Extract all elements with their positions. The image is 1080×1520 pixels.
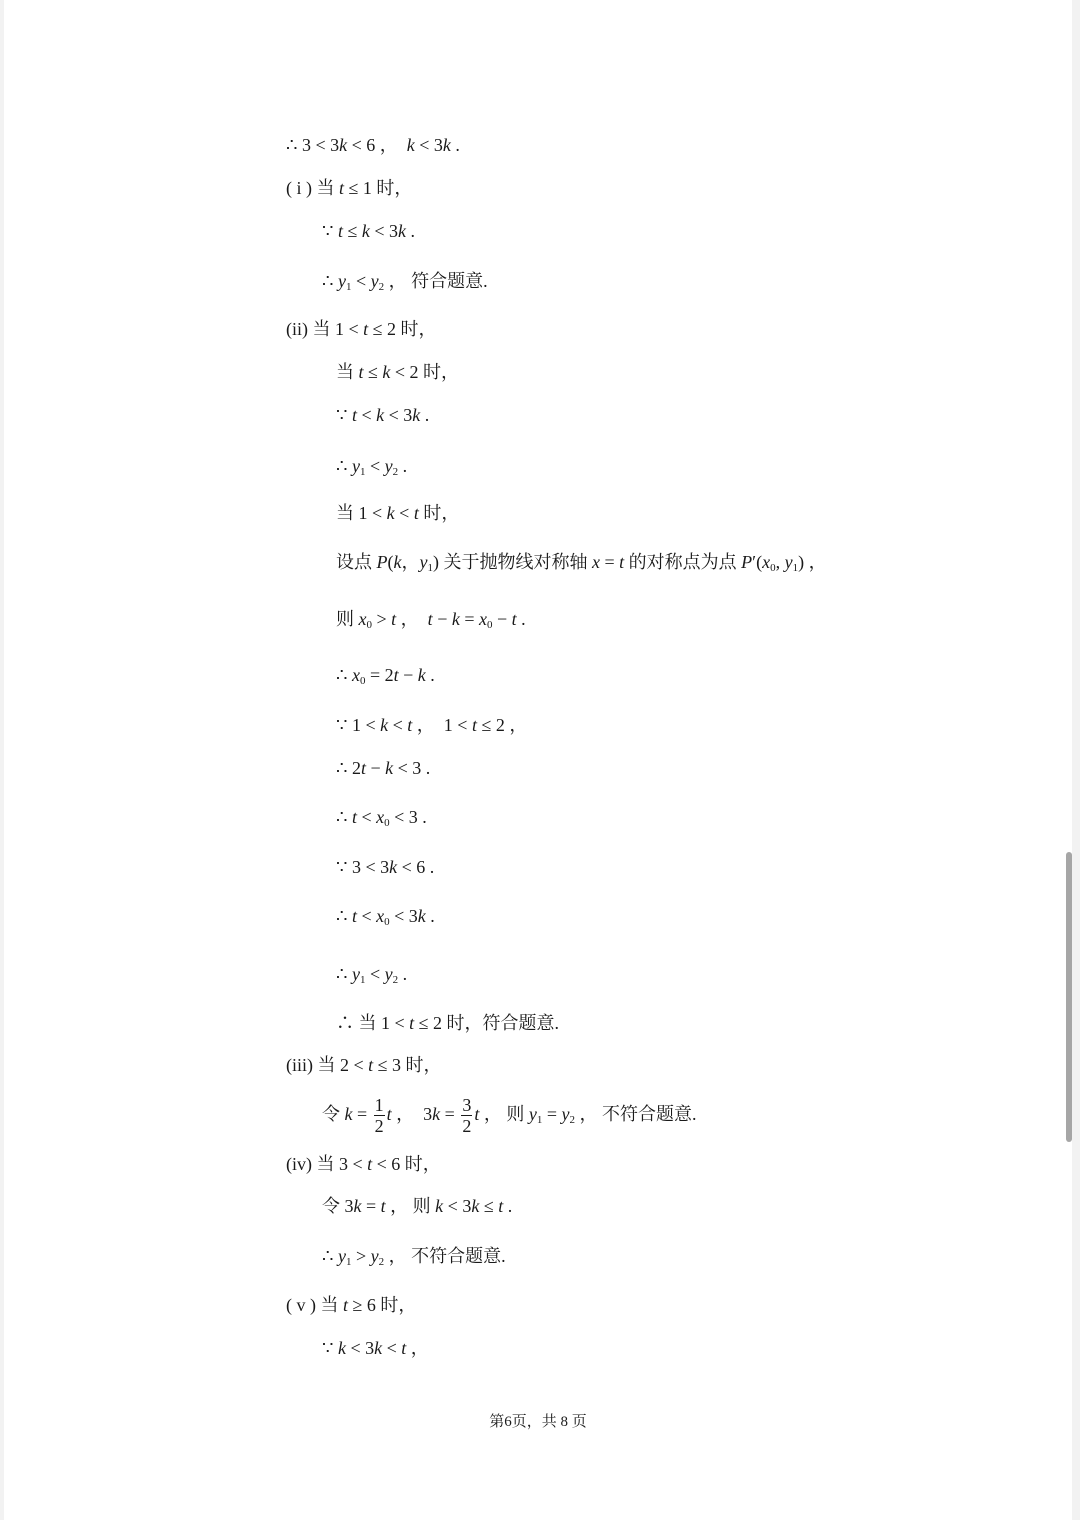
line-15: ∴ $t < x_0 < 3$ . [336,807,427,829]
line-16: ∵ 3 < 3k < 6 . [336,857,435,877]
fraction-half: $\frac{1}{2}$ [374,1095,384,1137]
line-18: ∴ $y_1 < y_2$ . [336,964,408,986]
line-4: ∴ $y_1 < y_2$ ， 符合题意. [322,271,488,293]
line-25: ( v ) 当 t ≥ 6 时， [286,1295,417,1315]
line-24: ∴ $y_1 > y_2$ ， 不符合题意. [322,1246,506,1268]
line-22: (iv) 当 3 < t < 6 时， [286,1154,441,1174]
line-21: 令 k = $\frac{1}{2}$ t ， 3k = $\frac{3}{2}$ t ， 则 $y_1 = y_2$ ， 不符合题意. [322,1095,697,1137]
line-17: ∴ $t < x_0 < 3k$ . [336,906,435,928]
fraction-three-halves: $\frac{3}{2}$ [462,1095,472,1137]
line-13: ∵ 1 < k < t ， 1 < t ≤ 2 ， [336,715,528,735]
line-12: ∴ $x_0 = 2t - k$ . [336,665,435,687]
line-6: 当 t ≤ k < 2 时， [336,362,460,382]
line-19: ∴ 当 1 < t ≤ 2 时，符合题意. [336,1013,560,1033]
line-20: (iii) 当 2 < t ≤ 3 时， [286,1055,442,1075]
line-7: ∵ t < k < 3k . [336,405,430,425]
line-9: 当 1 < k < t 时， [336,503,460,523]
line-10: 设点 P(k，$y_1$) 关于抛物线对称轴 x = t 的对称点为点 $P'(x_0$, $y_1$) ， [336,552,827,574]
line-26: ∵ k < 3k < t ， [322,1338,429,1358]
line-8: ∴ $y_1 < y_2$ . [336,456,408,478]
line-1: ∴ 3 < 3k < 6 ， k < 3k . [286,135,460,155]
line-14: ∴ 2t − k < 3 . [336,758,431,778]
line-5: (ii) 当 1 < t ≤ 2 时， [286,319,437,339]
vertical-scrollbar[interactable] [1066,852,1072,1142]
page-footer: 第6页，共 8 页 [489,1414,587,1430]
line-11: 则 $x_0 > t$ ， $t - k = x_0 - t$ . [336,609,526,631]
line-2: ( i ) 当 t ≤ 1 时， [286,178,413,198]
line-23: 令 3k = t ， 则 k < 3k ≤ t . [322,1196,513,1216]
line-3: ∵ t ≤ k < 3k . [322,221,416,241]
document-page [4,0,1072,1520]
